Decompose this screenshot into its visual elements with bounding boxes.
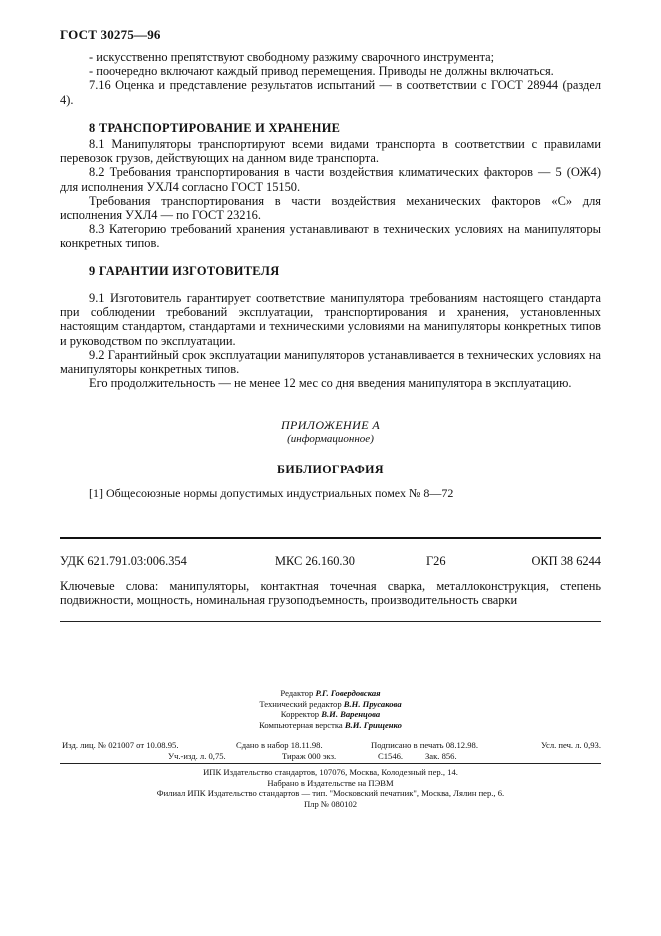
signed-date: Подписано в печать 08.12.98. — [371, 740, 478, 750]
appendix-title: ПРИЛОЖЕНИЕ А — [280, 418, 381, 432]
paragraph: 9.1 Изготовитель гарантирует соответствие манипулятора требованиям настоящего стандарта при соблюдении требований эксплуатации, транспортирования и хранения, установленных настоящим стандартом, стандартами и техническими условиями на манипуляторы конкретных типов и руководством по эксплуатации. — [60, 291, 601, 348]
intro-line: - поочередно включают каждый привод перемещения. Приводы не должны включаться. — [89, 64, 554, 79]
appendix-heading — [60, 418, 601, 445]
publication-code: С1546. — [378, 751, 404, 761]
printer-line: ИПК Издательство стандартов, 107076, Москва, Колодезный пер., 14. — [203, 767, 458, 777]
intro-line: 7.16 Оценка и представление результатов испытаний — в соответствии с ГОСТ 28944 (раздел 4). — [60, 78, 601, 107]
udk-code: УДК 621.791.03:006.354 — [60, 554, 187, 568]
section-9-title: 9 ГАРАНТИИ ИЗГОТОВИТЕЛЯ — [89, 264, 280, 278]
paragraph: 8.2 Требования транспортирования в части воздействия климатических факторов — 5 (ОЖ4) для исполнения УХЛ4 согласно ГОСТ 15150. — [60, 165, 601, 194]
credit-corrector: Корректор В.И. Варенцова — [280, 709, 381, 720]
bibliography-item: [1] Общесоюзные нормы допустимых индустриальных помех № 8—72 — [89, 486, 454, 500]
okp-code: ОКП 38 6244 — [531, 554, 601, 568]
appendix-subtitle: (информационное) — [287, 433, 374, 445]
credit-layout: Компьютерная верстка В.И. Грищенко — [259, 719, 402, 730]
paragraph: Требования транспортирования в части воздействия механических факторов «С» для исполнения УХЛ4 — по ГОСТ 23216. — [60, 193, 601, 223]
paragraph: 8.1 Манипуляторы транспортируют всеми видами транспорта в соответствии с правилами перевозок грузов, действующих на данном виде транспорта. — [60, 137, 601, 166]
credit-tech-editor: Технический редактор В.Н. Прусакова — [259, 698, 402, 709]
sent-date: Сдано в набор 18.11.98. — [236, 740, 323, 750]
paragraph: 9.2 Гарантийный срок эксплуатации манипуляторов устанавливается в технических условиях на манипуляторы конкретных типов. — [60, 347, 601, 377]
order-number: Зак. 856. — [425, 751, 457, 761]
copies: Тираж 000 экз. — [282, 751, 337, 761]
intro-line: - искусственно препятствуют свободному разжиму сварочного инструмента; — [89, 50, 495, 64]
paragraph: 8.3 Категорию требований хранения устанавливают в технических условиях на манипуляторы конкретных типов. — [60, 222, 601, 251]
paragraph: Его продолжительность — не менее 12 мес со дня введения манипулятора в эксплуатацию. — [89, 376, 572, 391]
section-8-title: 8 ТРАНСПОРТИРОВАНИЕ И ХРАНЕНИЕ — [89, 121, 341, 135]
printer-line: Набрано в Издательстве на ПЭВМ — [267, 777, 394, 788]
pub-sheets: Уч.-изд. л. 0,75. — [168, 751, 226, 761]
standard-code-header: ГОСТ 30275—96 — [60, 27, 161, 42]
credits-block — [0, 688, 661, 730]
printer-line: Филиал ИПК Издательство стандартов — тип. "Московский печатник", Москва, Лялин пер., 6. — [156, 788, 505, 799]
divider-top — [60, 537, 601, 539]
intro-block — [60, 50, 601, 107]
divider-bottom — [60, 621, 601, 622]
license-info: Изд. лиц. № 021007 от 10.08.95. — [62, 740, 179, 750]
print-sheets: Усл. печ. л. 0,93. — [540, 740, 601, 750]
mks-code: МКС 26.160.30 — [275, 554, 355, 568]
bibliography-title: БИБЛИОГРАФИЯ — [277, 462, 384, 476]
section-8-body — [60, 137, 601, 251]
printer-block — [0, 767, 661, 809]
printer-line: Плр № 080102 — [303, 798, 358, 809]
keywords: Ключевые слова: манипуляторы, контактная точечная сварка, металлоконструкция, степень подвижности, мощность, номинальная грузоподъемность, производительность сварки — [60, 579, 601, 608]
section-9-body — [60, 291, 601, 390]
credit-editor: Редактор Р.Г. Говердовская — [280, 688, 381, 698]
group-code: Г26 — [426, 554, 446, 568]
divider-printer — [60, 763, 601, 764]
